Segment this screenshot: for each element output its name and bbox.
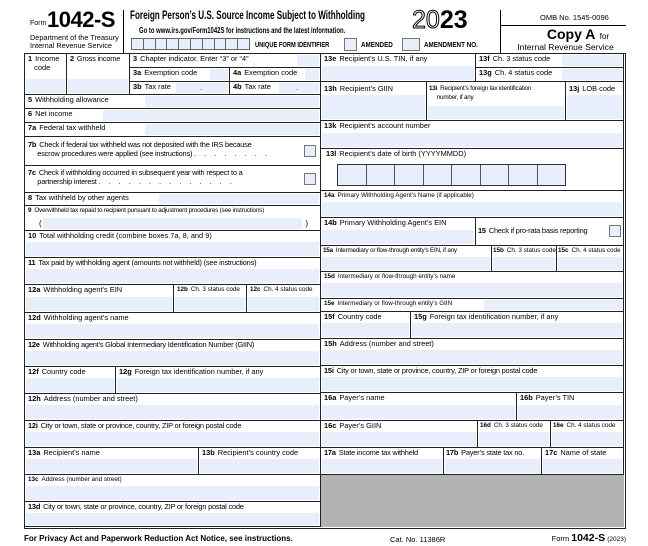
box-6-net-income[interactable]: 6 Net income [25,109,321,123]
box-13i-recipient-foreign-tin[interactable]: 13i Recipient’s foreign tax identification number, if any [427,82,566,121]
box-14a-primary-agent-name[interactable]: 14a Primary Withholding Agent’s Name (if applicable) [321,191,624,218]
amended-checkbox[interactable] [344,38,357,51]
box-14b-primary-agent-ein[interactable]: 14b Primary Withholding Agent’s EIN [321,218,476,246]
amended-label: AMENDED [361,42,393,49]
box-1-income-code[interactable]: 1 Income code [25,54,67,95]
box-16b-payer-tin[interactable]: 16b Payer’s TIN [517,393,624,421]
dept-treasury: Department of the Treasury [30,33,119,42]
box-9-overwithheld-tax[interactable]: 9 Overwithheld tax repaid to recipient pursuant to adjustment procedures (see instructions) ( ) [25,206,321,231]
box-13k-recipient-account[interactable]: 13k Recipient’s account number [321,121,624,149]
shaded-area [321,475,624,527]
box-17b-payer-state-tax-no[interactable]: 17b Payer’s state tax no. [444,448,542,475]
amendment-number-label: AMENDMENT NO. [424,42,478,49]
box-12f-country-code[interactable]: 12f Country code [25,367,116,394]
tax-year-outline: 20 [412,6,440,34]
box-15b-ch3-status[interactable]: 15b Ch. 3 status code [492,246,557,272]
box-13h-recipient-giin[interactable]: 13h Recipient’s GIIN [321,82,427,121]
dob-digit-boxes[interactable] [337,164,566,186]
box-12a-withholding-agent-ein[interactable]: 12a Withholding agent’s EIN [25,285,174,313]
box-15g-foreign-tin[interactable]: 15g Foreign tax identification number, if any [411,312,624,339]
omb-number: OMB No. 1545-0096 [540,13,609,22]
box-12i-city[interactable]: 12i City or town, state or province, country, ZIP or foreign postal code [25,421,321,448]
box-15h-address[interactable]: 15h Address (number and street) [321,339,624,366]
form-grid [24,53,626,529]
form-number: 1042-S [47,7,115,32]
box-11-tax-paid-by-agent[interactable]: 11 Tax paid by withholding agent (amounts not withheld) (see instructions) [25,258,321,285]
box-4a-exemption-code[interactable]: 4a Exemption code [230,68,321,82]
copy-for: for [599,32,610,41]
copy-label: Copy A [546,26,596,42]
box-15-pro-rata: 15 Check if pro-rata basis reporting [476,218,624,246]
box-13f-ch3-status[interactable]: 13f Ch. 3 status code [476,54,624,68]
privacy-notice: For Privacy Act and Paperwork Reduction Act Notice, see instructions. [24,534,293,543]
box-4b-tax-rate[interactable]: 4b Tax rate . [230,82,321,95]
box-10-total-withholding-credit[interactable]: 10 Total withholding credit (combine boxes 7a, 8, and 9) [25,231,321,258]
box-17a-state-tax-withheld[interactable]: 17a State income tax withheld [321,448,444,475]
box-12e-withholding-agent-giin[interactable]: 12e Withholding agent’s Global Intermediary Identification Number (GIIN) [25,340,321,367]
unique-form-identifier-boxes[interactable] [131,38,250,50]
box-13l-recipient-dob: 13l Recipient’s date of birth (YYYYMMDD) [321,149,624,191]
box-16c-payer-giin[interactable]: 16c Payer’s GIIN [321,421,478,448]
box-12g-foreign-tin[interactable]: 12g Foreign tax identification number, if any [116,367,321,394]
box-13g-ch4-status[interactable]: 13g Ch. 4 status code [476,68,624,82]
catalog-number: Cat. No. 11386R [390,535,446,544]
box-15a-intermediary-ein[interactable]: 15a Intermediary or flow-through entity’s EIN, if any [321,246,492,272]
header-divider-right [500,10,501,53]
header-divider [123,10,124,53]
box-12h-address[interactable]: 12h Address (number and street) [25,394,321,421]
form-title: Foreign Person’s U.S. Source Income Subject to Withholding [130,8,366,22]
box-12b-ch3-status[interactable]: 12b Ch. 3 status code [174,285,247,313]
footer-form-id: Form 1042-S (2023) [551,532,626,544]
box-3b-tax-rate[interactable]: 3b Tax rate . [130,82,230,95]
box-13b-recipient-country-code[interactable]: 13b Recipient’s country code [199,448,321,475]
box-13a-recipient-name[interactable]: 13a Recipient’s name [25,448,199,475]
box-15d-intermediary-name[interactable]: 15d Intermediary or flow-through entity’s name [321,272,624,299]
tax-year-bold: 23 [439,6,468,34]
box-3a-exemption-code[interactable]: 3a Exemption code [130,68,230,82]
box-7c-partnership: 7c Check if withholding occurred in subsequent year with respect to a partnership interest . . . . . . . . . . . . . . [25,166,321,193]
box-15f-country-code[interactable]: 15f Country code [321,312,411,339]
box-8-tax-withheld-other-agents[interactable]: 8 Tax withheld by other agents [25,193,321,206]
unique-form-identifier-label: UNIQUE FORM IDENTIFIER [255,42,330,49]
box-7a-federal-tax-withheld[interactable]: 7a Federal tax withheld [25,123,321,137]
instructions-link[interactable]: Go to www.irs.gov/Form1042S for instructions and the latest information. [139,26,346,35]
tax-year [412,6,468,34]
box-12c-ch4-status[interactable]: 12c Ch. 4 status code [247,285,321,313]
box-17c-name-of-state[interactable]: 17c Name of state [542,448,624,475]
box-12d-withholding-agent-name[interactable]: 12d Withholding agent’s name [25,313,321,340]
box-15e-intermediary-giin[interactable]: 15e Intermediary or flow-through entity’s GIIN [321,299,624,312]
box-16e-ch4-status[interactable]: 16e Ch. 4 status code [551,421,624,448]
box-13d-recipient-city[interactable]: 13d City or town, state or province, country, ZIP or foreign postal code [25,502,321,527]
irs-name: Internal Revenue Service [30,41,112,50]
copy-recipient: Internal Revenue Service [517,42,614,52]
box-3-chapter-indicator[interactable]: 3 Chapter indicator. Enter “3” or “4” [130,54,321,68]
box-15i-city[interactable]: 15i City or town, state or province, country, ZIP or foreign postal code [321,366,624,393]
box-16a-payer-name[interactable]: 16a Payer’s name [321,393,517,421]
box-13j-lob-code[interactable]: 13j LOB code [566,82,624,121]
box-13e-recipient-us-tin[interactable]: 13e Recipient’s U.S. TIN, if any [321,54,476,82]
amendment-number-field[interactable] [402,38,420,51]
box-7b-escrow: 7b Check if federal tax withheld was not deposited with the IRS because escrow procedures were applied (see instructions) . . . . . . . . [25,137,321,166]
box-15c-ch4-status[interactable]: 15c Ch. 4 status code [557,246,624,272]
box-13c-recipient-address[interactable]: 13c Address (number and street) [25,475,321,502]
form-word: Form [30,20,47,27]
box-5-withholding-allowance[interactable]: 5 Withholding allowance [25,95,321,109]
box-2-gross-income[interactable]: 2 Gross income [67,54,130,95]
box-16d-ch3-status[interactable]: 16d Ch. 3 status code [478,421,551,448]
